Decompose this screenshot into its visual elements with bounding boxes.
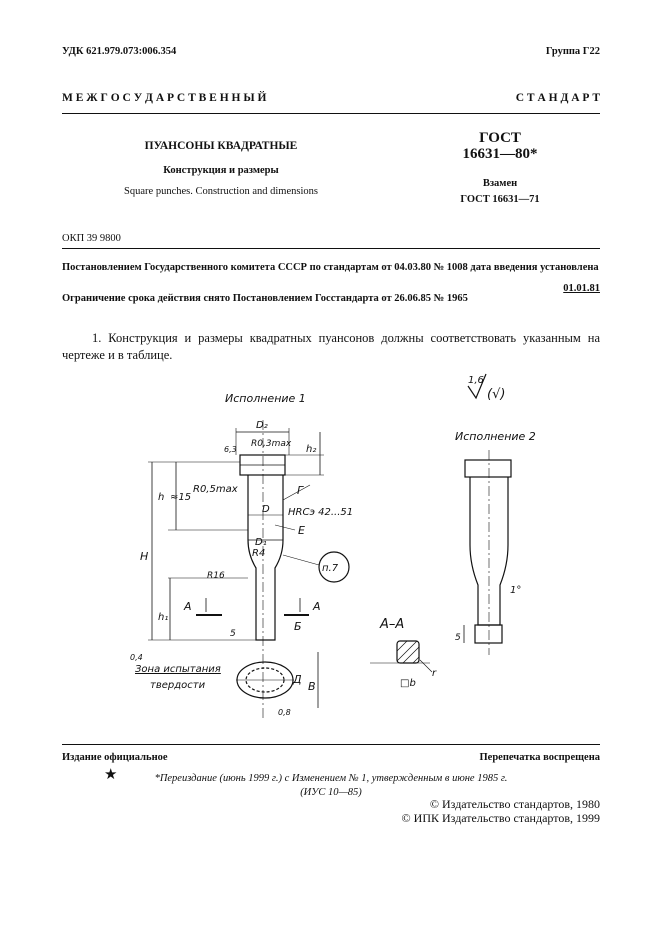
udk-code: УДК 621.979.073:006.354	[62, 46, 177, 57]
doc-title: ПУАНСОНЫ КВАДРАТНЫЕ	[144, 140, 298, 152]
dim-D2: D₂	[256, 420, 268, 431]
technical-drawing	[0, 360, 661, 740]
banner-interstate: М Е Ж Г О С У Д А Р С Т В Е Н Н Ы Й	[62, 92, 267, 104]
dim-h1: h₁	[158, 612, 169, 623]
roughness-08: 0,8	[278, 708, 291, 717]
dim-D: D	[262, 504, 270, 515]
section-square	[397, 641, 419, 663]
group-code: Группа Г22	[545, 46, 600, 57]
label-V-cap: В	[308, 680, 316, 693]
decree-line: Постановлением Государственного комитета СССР по стандартам от 04.03.80 № 1008 дата введения установлена	[62, 262, 599, 273]
star-icon: ★	[104, 767, 118, 783]
label-E: Е	[298, 524, 305, 537]
okp-rule	[62, 248, 600, 249]
dim-h: h	[158, 492, 165, 503]
dim-5: 5	[230, 629, 236, 639]
roughness-value: 1,6	[468, 375, 484, 386]
label-HRC: HRCэ 42...51	[288, 507, 354, 518]
dim-R16: R16	[207, 571, 225, 581]
doc-english-title: Square punches. Construction and dimensions	[124, 186, 318, 197]
section-AA-label: А–А	[380, 617, 405, 632]
dim-approx15: ≈15	[170, 492, 192, 503]
footer-rule	[62, 744, 600, 745]
dim-H: H	[140, 550, 149, 563]
copyright-1980: © Издательство стандартов, 1980	[429, 797, 600, 811]
dim-R05: R0,5max	[193, 484, 238, 495]
top-rule	[62, 113, 600, 114]
replaces-label: Взамен	[482, 178, 518, 189]
v2-head	[465, 460, 511, 477]
v2-tip	[475, 625, 502, 643]
roughness-63: 6,3	[224, 445, 237, 454]
dim-R4: R4	[252, 548, 266, 559]
label-B: Б	[294, 620, 302, 633]
variant1-label: Исполнение 1	[225, 392, 306, 405]
ref-p7: п.7	[322, 563, 339, 574]
ius-note: (ИУС 10—85)	[300, 787, 362, 798]
dim-b: □b	[400, 678, 416, 689]
label-D-cap: Д	[293, 673, 302, 686]
copyright-1999: © ИПК Издательство стандартов, 1999	[401, 811, 600, 825]
restriction-line: Ограничение срока действия снято Постановлением Госстандарта от 26.06.85 № 1965	[62, 293, 468, 304]
zone-label-1: Зона испытания	[135, 664, 221, 675]
roughness-04: 0,4	[130, 653, 143, 662]
gost-label: ГОСТ	[479, 130, 521, 146]
dim-h2: h₂	[306, 444, 317, 455]
okp-code: ОКП 39 9800	[62, 233, 121, 244]
section-mark-right: А	[313, 600, 321, 613]
label-G: Г	[297, 484, 304, 497]
v2-dim-5: 5	[455, 633, 461, 643]
decree-date: 01.01.81	[563, 283, 600, 294]
banner-standard: С Т А Н Д А Р Т	[515, 92, 600, 104]
angle-1deg: 1°	[510, 585, 522, 596]
section-hatch	[397, 641, 419, 663]
gost-number: 16631—80*	[462, 146, 538, 162]
dim-D1: D₁	[255, 537, 267, 548]
official-edition: Издание официальное	[62, 752, 168, 763]
roughness-symbol: (√)	[487, 387, 506, 402]
section-mark-left: А	[184, 600, 192, 613]
reissue-note: *Переиздание (июнь 1999 г.) с Изменением № 1, утвержденным в июне 1985 г.	[154, 773, 508, 784]
reprint-prohibited: Перепечатка воспрещена	[479, 752, 600, 763]
replaces-value: ГОСТ 16631—71	[460, 194, 540, 205]
label-r: r	[432, 668, 437, 679]
variant2-label: Исполнение 2	[455, 430, 536, 443]
zone-label-2: твердости	[150, 680, 206, 691]
paragraph-1: 1. Конструкция и размеры квадратных пуансонов должны соответствовать указанным на чертеже и в таблице.	[62, 331, 600, 362]
dim-R03: R0,3max	[251, 439, 292, 449]
doc-subtitle: Конструкция и размеры	[163, 165, 279, 176]
